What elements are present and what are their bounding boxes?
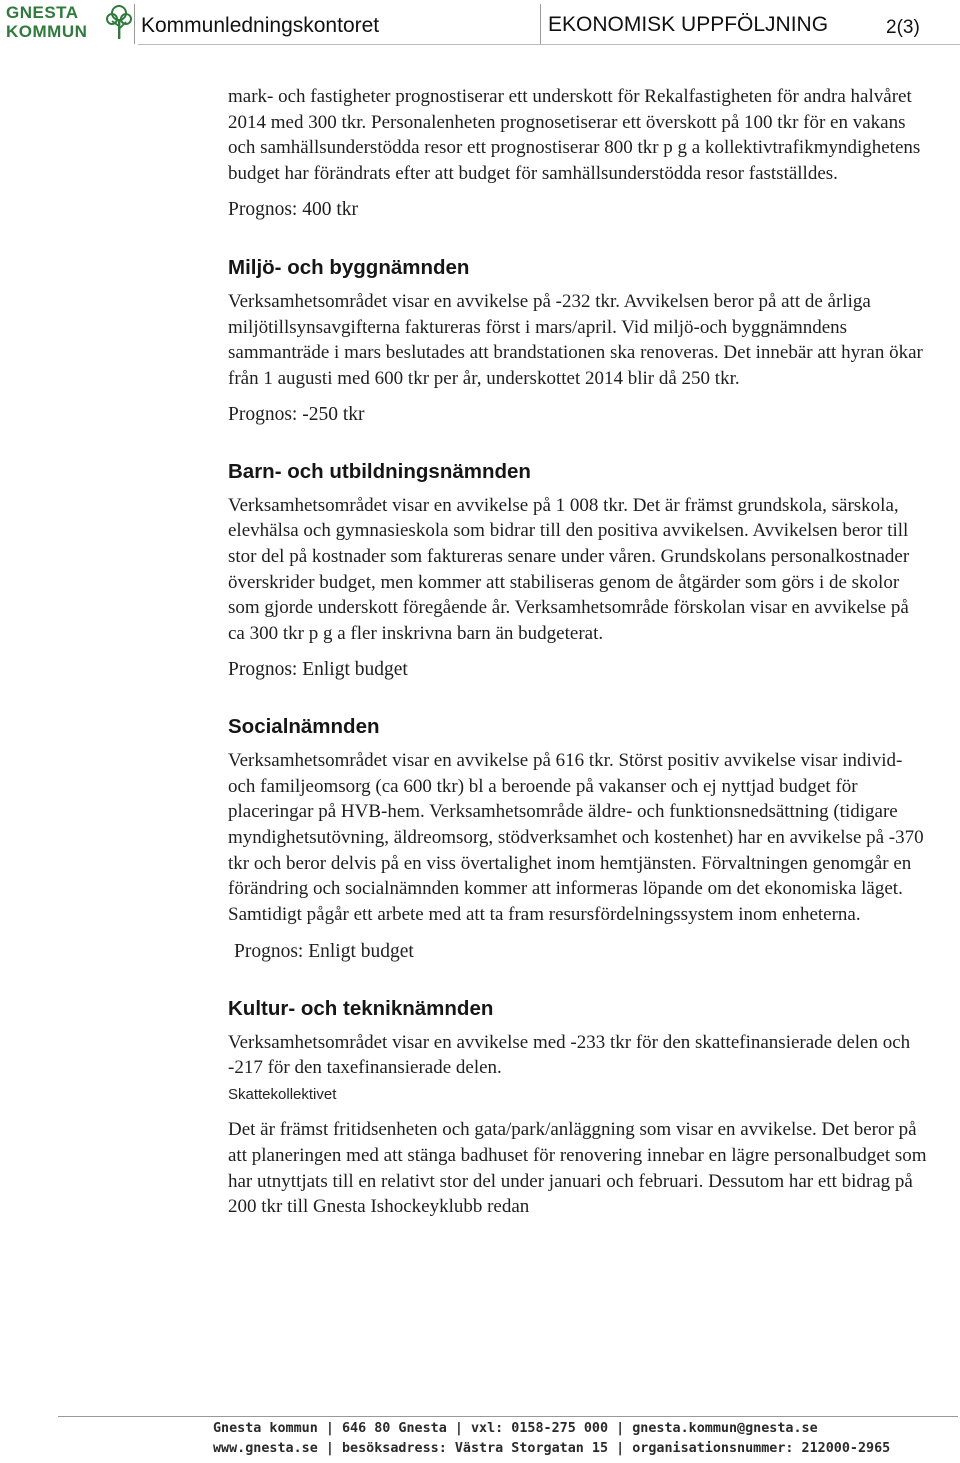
section-paragraph-kultur-2: Det är främst fritidsenheten och gata/park/anläggning som visar en avvikelse. Det beror på att planeringen med att stänga badhuset för renovering innebar en lägre personalbudget som har utnyttjats till en relativt stor del under januari och februari. Dessutom har ett bidrag på 200 tkr till Gnesta Ishockeyklubb redan	[228, 1119, 927, 1218]
section-paragraph-social: Verksamhetsområdet visar en avvikelse på 616 tkr. Störst positiv avvikelse visar individ- och familjeomsorg (ca 600 tkr) bl a beroende på vakanser och ej nyttjad budget för placeringar på HVB-hem. Verksamhetsområde äldre- och funktionsnedsättning (tidigare myndighetsutövning, äldreomsorg, stödverksamhet och kostenhet) har en avvikelse på -370 tkr och beror delvis på en viss övertalighet inom hemtjänsten. Förvaltningen genomgår en förändring och socialnämnden kommer att informeras löpande om det ekonomiska läget. Samtidigt pågår ett arbete med att ta fram resursfördelningssystem inom enheterna.	[228, 749, 924, 926]
section-heading-social: Socialnämnden	[228, 714, 380, 738]
document-title: EKONOMISK UPPFÖLJNING	[548, 13, 829, 36]
section-heading-kultur: Kultur- och tekniknämnden	[228, 996, 494, 1020]
logo-line-1: GNESTA	[6, 3, 79, 22]
logo-line-2: KOMMUN	[6, 22, 88, 41]
logo-wordmark	[6, 3, 87, 41]
section-heading-miljo: Miljö- och byggnämnden	[228, 255, 470, 279]
section-paragraph-miljo: Verksamhetsområdet visar en avvikelse på -232 tkr. Avvikelsen beror på att de årliga miljötillsynsavgifterna faktureras först i mars/april. Vid miljö-och byggnämndens sammanträde i mars beslutades att brandstationen ska renoveras. Det innebär att hyran ökar från 1 augusti med 600 tkr per år, underskottet 2014 blir då 250 tkr.	[228, 290, 923, 389]
footer-rule	[58, 1416, 958, 1417]
intro-prognos: Prognos: 400 tkr	[228, 198, 359, 220]
document-body	[228, 84, 928, 1220]
office-name: Kommunledningskontoret	[141, 14, 380, 37]
subheading-skattekollektivet: Skattekollektivet	[228, 1086, 337, 1104]
section-paragraph-kultur: Verksamhetsområdet visar en avvikelse med -233 tkr för den skattefinansierade delen och -217 för den taxefinansierade delen.	[228, 1031, 911, 1079]
footer-address-line: www.gnesta.se | besöksadress: Västra Storgatan 15 | organisationsnummer: 212000-2965	[213, 1441, 891, 1456]
section-paragraph-barn: Verksamhetsområdet visar en avvikelse på 1 008 tkr. Det är främst grundskola, särskola, elevhälsa och gymnasieskola som bidrar till den positiva avvikelsen. Avvikelsen beror till stor del på kostnader som faktureras senare under våren. Grundskolans personalkostnader överskrider budget, men kommer att stabiliseras genom de åtgärder som görs i de skolor som gjorde underskott föregående år. Verksamhetsområde förskolan visar en avvikelse på ca 300 tkr p g a fler inskrivna barn än budgeterat.	[228, 494, 910, 645]
header-rule	[138, 44, 960, 45]
section-prognos-social: Prognos: Enligt budget	[234, 940, 414, 962]
header-divider	[540, 4, 541, 44]
header-divider	[134, 4, 135, 44]
footer-contact-line: Gnesta kommun | 646 80 Gnesta | vxl: 0158-275 000 | gnesta.kommun@gnesta.se	[213, 1421, 818, 1436]
tree-icon	[106, 4, 132, 40]
gnesta-logo	[6, 3, 132, 43]
page-header	[0, 0, 960, 50]
section-prognos-miljo: Prognos: -250 tkr	[228, 403, 365, 425]
section-heading-barn: Barn- och utbildningsnämnden	[228, 459, 531, 483]
page-number: 2(3)	[886, 17, 920, 38]
intro-paragraph: mark- och fastigheter prognostiserar ett underskott för Rekalfastigheten för andra halvåret 2014 med 300 tkr. Personalenheten prognosetiserar ett överskott på 100 tkr för en vakans och samhällsunderstödda resor ett prognostiserar 800 tkr p g a kollektivtrafikmyndighetens budget har förändrats efter att budget för samhällsunderstödda resor fastställdes.	[228, 86, 921, 185]
section-prognos-barn: Prognos: Enligt budget	[228, 658, 408, 680]
